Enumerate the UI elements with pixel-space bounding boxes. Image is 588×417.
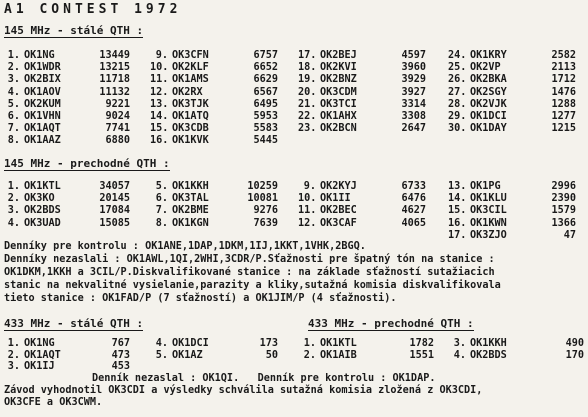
score-cell: 767 (111, 338, 130, 349)
rank-cell: 29. (448, 111, 467, 122)
table-row (298, 50, 438, 62)
callsign-cell: OK1ATQ (172, 111, 209, 122)
callsign-cell: OK1AQT (24, 123, 61, 135)
table-row (150, 62, 290, 74)
rank-cell: 1. (7, 50, 20, 61)
callsign-cell: OK3ZJO (470, 229, 507, 241)
score-cell: 6757 (253, 50, 278, 61)
callsign-cell: OK3KO (24, 193, 55, 205)
score-cell: 5583 (253, 123, 278, 135)
table-row (448, 87, 588, 99)
rank-cell: 6. (155, 193, 168, 205)
rank-cell: 11. (298, 205, 317, 217)
score-cell: 4065 (401, 217, 426, 229)
score-cell: 490 (565, 338, 584, 349)
table-row (150, 205, 290, 217)
score-cell: 1366 (551, 217, 576, 229)
rank-cell: 26. (448, 74, 467, 86)
rank-cell: 3. (453, 338, 466, 349)
score-cell: 6476 (401, 193, 426, 205)
rank-cell: 13. (150, 98, 169, 110)
table-row (298, 218, 438, 230)
table-row (2, 99, 142, 111)
table-row (2, 50, 142, 62)
rank-cell: 2. (7, 193, 20, 205)
score-cell: 7741 (105, 123, 130, 135)
table-row (448, 123, 588, 135)
score-cell: 1579 (551, 205, 576, 217)
score-cell: 2582 (551, 50, 576, 61)
page-title: A1 CONTEST 1972 (4, 2, 182, 17)
score-cell: 9221 (105, 98, 130, 110)
rank-cell: 3. (7, 74, 20, 86)
callsign-cell: OK3CDM (320, 86, 357, 98)
score-cell: 1551 (409, 349, 434, 361)
score-cell: 1782 (409, 338, 434, 349)
section-heading-145-portable: 145 MHz - prechodné QTH : (4, 157, 170, 170)
table-row (298, 62, 438, 74)
callsign-cell: OK2BDS (24, 205, 61, 217)
callsign-cell: OK1DCI (470, 111, 507, 122)
rank-cell: 20. (298, 86, 317, 98)
table-row (448, 181, 588, 193)
rank-cell: 10. (298, 193, 317, 205)
rank-cell: 22. (298, 111, 317, 122)
score-cell: 473 (111, 349, 130, 361)
section-heading-433-fixed: 433 MHz - stálé QTH : (4, 317, 144, 330)
score-cell: 9276 (253, 205, 278, 217)
table-row (298, 111, 438, 123)
table-row (150, 74, 290, 86)
score-cell: 6495 (253, 98, 278, 110)
score-cell: 2647 (401, 123, 426, 135)
rank-cell: 11. (150, 74, 169, 86)
table-row (150, 193, 290, 205)
callsign-cell: OK2VP (470, 62, 501, 74)
rank-cell: 23. (298, 123, 317, 135)
callsign-cell: OK3UAD (24, 217, 61, 229)
rank-cell: 30. (448, 123, 467, 135)
score-cell: 2113 (551, 62, 576, 74)
table-row (150, 350, 290, 362)
table-row (448, 62, 588, 74)
score-cell: 1476 (551, 86, 576, 98)
section-heading-433-portable: 433 MHz - prechodné QTH : (308, 317, 474, 330)
callsign-cell: OK1NG (24, 50, 55, 61)
score-cell: 2390 (551, 193, 576, 205)
callsign-cell: OK3CAF (320, 217, 357, 229)
table-row (448, 338, 588, 350)
rank-cell: 8. (155, 217, 168, 229)
table-row (2, 135, 142, 147)
callsign-cell: OK1DAY (470, 123, 507, 135)
rank-cell: 25. (448, 62, 467, 74)
callsign-cell: OK1KTL (320, 338, 357, 349)
rank-cell: 17. (298, 50, 317, 61)
table-row (2, 205, 142, 217)
rank-cell: 1. (7, 181, 20, 192)
rank-cell: 3. (7, 361, 20, 372)
rank-cell: 4. (7, 86, 20, 98)
rank-cell: 1. (303, 338, 316, 349)
rank-cell: 3. (7, 205, 20, 217)
rank-cell: 13. (448, 181, 467, 192)
callsign-cell: OK3CDB (172, 123, 209, 135)
rank-cell: 4. (453, 349, 466, 361)
score-cell: 11132 (99, 86, 130, 98)
callsign-cell: OK2KUM (24, 98, 61, 110)
callsign-cell: OK2BCN (320, 123, 357, 135)
callsign-cell: OK2BKA (470, 74, 507, 86)
rank-cell: 17. (448, 229, 467, 241)
callsign-cell: OK1AHX (320, 111, 357, 122)
rank-cell: 4. (7, 217, 20, 229)
rank-cell: 9. (155, 50, 168, 61)
score-cell: 3927 (401, 86, 426, 98)
callsign-cell: OK3CFN (172, 50, 209, 61)
table-row (150, 99, 290, 111)
score-cell: 1712 (551, 74, 576, 86)
callsign-cell: OK1KLU (470, 193, 507, 205)
score-cell: 453 (111, 361, 130, 372)
callsign-cell: OK2BDS (470, 349, 507, 361)
score-cell: 6733 (401, 181, 426, 192)
score-cell: 1288 (551, 98, 576, 110)
rank-cell: 21. (298, 98, 317, 110)
rank-cell: 28. (448, 98, 467, 110)
score-cell: 15085 (99, 217, 130, 229)
score-cell: 1277 (551, 111, 576, 122)
callsign-cell: OK1KWN (470, 217, 507, 229)
notes-line-4: stanic na nekvalitné vysielanie,parazity a kliky,sutažná komisia diskvalifikovala (4, 280, 501, 291)
table-row (2, 111, 142, 123)
callsign-cell: OK1KRY (470, 50, 507, 61)
table-row (2, 123, 142, 135)
rank-cell: 12. (298, 217, 317, 229)
table-row (150, 338, 290, 350)
callsign-cell: OK1NG (24, 338, 55, 349)
callsign-cell: OK1WDR (24, 62, 61, 74)
notes-line-1: Denníky pre kontrolu : OK1ANE,1DAP,1DKM,1IJ,1KKT,1VHK,2BGQ. (4, 241, 366, 252)
score-cell: 13449 (99, 50, 130, 61)
score-cell: 1215 (551, 123, 576, 135)
callsign-cell: OK1AZ (172, 349, 203, 361)
score-cell: 47 (563, 229, 576, 241)
table-row (448, 230, 588, 242)
rank-cell: 19. (298, 74, 317, 86)
table-row (448, 350, 588, 362)
callsign-cell: OK1KGN (172, 217, 209, 229)
table-row (448, 111, 588, 123)
score-cell: 170 (565, 349, 584, 361)
rank-cell: 1. (7, 338, 20, 349)
table-row (298, 87, 438, 99)
table-row (448, 99, 588, 111)
table-row (150, 135, 290, 147)
callsign-cell: OK1AOV (24, 86, 61, 98)
score-cell: 7639 (253, 217, 278, 229)
score-cell: 3929 (401, 74, 426, 86)
notes-line-5: tieto stanice : OK1FAD/P (7 sťažností) a OK1JIM/P (4 sťažnosti). (4, 293, 397, 304)
callsign-cell: OK3TCI (320, 98, 357, 110)
callsign-cell: OK3TJK (172, 98, 209, 110)
callsign-cell: OK1VHN (24, 111, 61, 122)
rank-cell: 8. (7, 135, 20, 147)
rank-cell: 5. (155, 349, 168, 361)
rank-cell: 6. (7, 111, 20, 122)
table-row (2, 338, 142, 350)
rank-cell: 7. (155, 205, 168, 217)
callsign-cell: OK2BIX (24, 74, 61, 86)
table-row (298, 338, 438, 350)
score-cell: 4627 (401, 205, 426, 217)
rank-cell: 14. (150, 111, 169, 122)
callsign-cell: OK1AMS (172, 74, 209, 86)
callsign-cell: OK1KVK (172, 135, 209, 147)
callsign-cell: OK2KLF (172, 62, 209, 74)
section-heading-145-fixed: 145 MHz - stálé QTH : (4, 24, 144, 37)
table-row (2, 74, 142, 86)
table-row (298, 123, 438, 135)
callsign-cell: OK2RX (172, 86, 203, 98)
table-row (2, 218, 142, 230)
table-row (298, 181, 438, 193)
score-cell: 6629 (253, 74, 278, 86)
rank-cell: 5. (7, 98, 20, 110)
table-row (2, 361, 142, 373)
callsign-cell: OK2BEJ (320, 50, 357, 61)
score-cell: 34057 (99, 181, 130, 192)
table-row (150, 50, 290, 62)
table-row (298, 99, 438, 111)
rank-cell: 10. (150, 62, 169, 74)
table-row (150, 111, 290, 123)
score-cell: 3314 (401, 98, 426, 110)
table-row (2, 350, 142, 362)
score-cell: 6880 (105, 135, 130, 147)
notes-line-2: Denníky nezaslali : OK1AWL,1QI,2WHI,3CDR/P.Sťažnosti pre špatný tón na stanice : (4, 254, 495, 265)
table-row (2, 87, 142, 99)
table-row (150, 181, 290, 193)
table-row (448, 205, 588, 217)
callsign-cell: OK3TAL (172, 193, 209, 205)
footer-line-3: OK3CFE a OK3CWM. (4, 397, 103, 408)
score-cell: 173 (259, 338, 278, 349)
score-cell: 13215 (99, 62, 130, 74)
callsign-cell: OK1AIB (320, 349, 357, 361)
score-cell: 2996 (551, 181, 576, 192)
score-cell: 4597 (401, 50, 426, 61)
callsign-cell: OK1PG (470, 181, 501, 192)
callsign-cell: OK2VJK (470, 98, 507, 110)
score-cell: 50 (265, 349, 278, 361)
score-cell: 6567 (253, 86, 278, 98)
table-row (298, 350, 438, 362)
callsign-cell: OK1KTL (24, 181, 61, 192)
score-cell: 3308 (401, 111, 426, 122)
score-cell: 20145 (99, 193, 130, 205)
table-row (150, 123, 290, 135)
callsign-cell: OK2KYJ (320, 181, 357, 192)
rank-cell: 5. (155, 181, 168, 192)
score-cell: 5953 (253, 111, 278, 122)
callsign-cell: OK2BME (172, 205, 209, 217)
rank-cell: 7. (7, 123, 20, 135)
rank-cell: 15. (150, 123, 169, 135)
score-cell: 17084 (99, 205, 130, 217)
table-row (150, 218, 290, 230)
rank-cell: 2. (303, 349, 316, 361)
table-row (2, 62, 142, 74)
callsign-cell: OK1KKH (172, 181, 209, 192)
rank-cell: 15. (448, 205, 467, 217)
callsign-cell: OK2BNZ (320, 74, 357, 86)
rank-cell: 18. (298, 62, 317, 74)
rank-cell: 16. (150, 135, 169, 147)
score-cell: 9024 (105, 111, 130, 122)
callsign-cell: OK1II (320, 193, 351, 205)
rank-cell: 16. (448, 217, 467, 229)
table-row (448, 193, 588, 205)
callsign-cell: OK2BEC (320, 205, 357, 217)
callsign-cell: OK3CIL (470, 205, 507, 217)
table-row (298, 205, 438, 217)
score-cell: 6652 (253, 62, 278, 74)
callsign-cell: OK1AAZ (24, 135, 61, 147)
table-row (298, 74, 438, 86)
callsign-cell: OK2KVI (320, 62, 357, 74)
rank-cell: 4. (155, 338, 168, 349)
rank-cell: 27. (448, 86, 467, 98)
callsign-cell: OK1KKH (470, 338, 507, 349)
callsign-cell: OK1IJ (24, 361, 55, 372)
rank-cell: 12. (150, 86, 169, 98)
score-cell: 11718 (99, 74, 130, 86)
table-row (2, 181, 142, 193)
score-cell: 3960 (401, 62, 426, 74)
footer-line-1: Denník nezaslal : OK1QI. Denník pre kontrolu : OK1DAP. (92, 373, 436, 384)
rank-cell: 14. (448, 193, 467, 205)
table-row (2, 193, 142, 205)
score-cell: 10081 (247, 193, 278, 205)
callsign-cell: OK1DCI (172, 338, 209, 349)
table-row (448, 50, 588, 62)
notes-line-3: OK1DKM,1KKH a 3CIL/P.Diskvalifikované stanice : na základe sťažností sutažiacich (4, 267, 495, 278)
score-cell: 5445 (253, 135, 278, 147)
table-row (448, 218, 588, 230)
callsign-cell: OK1AQT (24, 349, 61, 361)
rank-cell: 2. (7, 62, 20, 74)
table-row (448, 74, 588, 86)
table-row (150, 87, 290, 99)
table-row (298, 193, 438, 205)
rank-cell: 24. (448, 50, 467, 61)
callsign-cell: OK2SGY (470, 86, 507, 98)
footer-line-2: Závod vyhodnotil OK3CDI a výsledky schválila sutažná komisia zložená z OK3CDI, (4, 385, 483, 396)
rank-cell: 2. (7, 349, 20, 361)
score-cell: 10259 (247, 181, 278, 192)
rank-cell: 9. (303, 181, 316, 192)
